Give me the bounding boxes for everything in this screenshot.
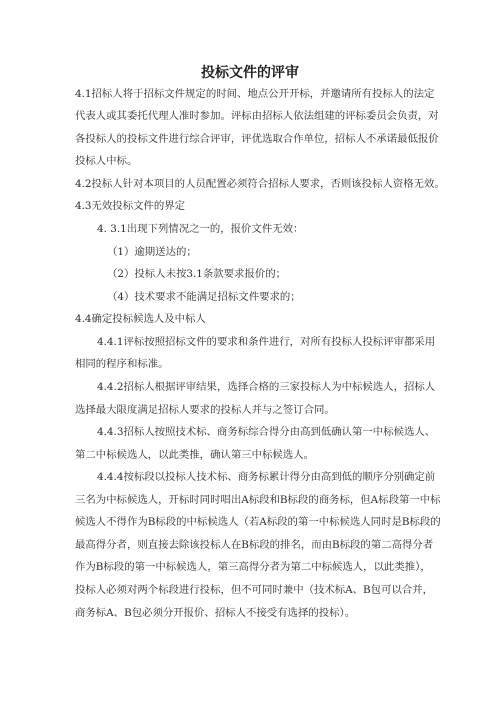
section-heading: 4.3无效投标文件的界定 bbox=[75, 200, 186, 212]
paragraph-line: 商务标A、B包必须分开报价、招标人不接受有选择的投标）。 bbox=[75, 607, 356, 619]
paragraph-line: 4. 3.1出现下列情况之一的，报价文件无效： bbox=[97, 223, 304, 235]
paragraph-line: 4.1招标人将于招标文件规定的时间、地点公开开标，并邀请所有投标人的法定 bbox=[75, 88, 435, 100]
paragraph-line: 4.4.4按标段以投标人技术标、商务标累计得分由高到低的顺序分别确定前 bbox=[97, 471, 436, 483]
paragraph-line: 候选人不得作为B标段的中标候选人（若A标段的第一中标候选人同时是B标段的 bbox=[75, 516, 441, 528]
list-item: （1）逾期送达的； bbox=[107, 246, 197, 258]
paragraph-line: 4.2投标人针对本项目的人员配置必须符合招标人要求，否则该投标人资格无效。 bbox=[75, 178, 445, 190]
paragraph-line: 各投标人的投标文件进行综合评审，评优选取合作单位，招标人不承诺最低报价 bbox=[75, 133, 439, 145]
paragraph-line: 4.4.2招标人根据评审结果，选择合格的三家投标人为中标候选人，招标人 bbox=[97, 381, 436, 393]
paragraph-line: 作为B标段的第一中标候选人，第三高得分者为第二中标候选人，以此类推）， bbox=[75, 561, 431, 573]
document-title: 投标文件的评审 bbox=[201, 65, 299, 81]
list-item: （2）投标人未按3.1条款要求报价的； bbox=[107, 268, 286, 280]
paragraph-line: 第二中标候选人，以此类推，确认第三中标候选人。 bbox=[75, 449, 314, 461]
paragraph-line: 选择最大限度满足招标人要求的投标人并与之签订合同。 bbox=[75, 404, 335, 416]
paragraph-line: 最高得分者，则直接去除该投标人在B标段的排名，而由B标段的第二高得分者 bbox=[75, 539, 434, 551]
list-item: （4）技术要求不能满足招标文件要求的； bbox=[107, 291, 301, 303]
paragraph-line: 4.4.1评标按照招标文件的要求和条件进行，对所有投标人投标评审都采用 bbox=[97, 336, 436, 348]
section-heading: 4.4确定投标候选人及中标人 bbox=[75, 313, 206, 325]
paragraph-line: 三名为中标候选人，开标时同时唱出A标段和B标段的商务标，但A标段第一中标 bbox=[75, 494, 441, 506]
paragraph-line: 代表人或其委托代理人准时参加。评标由招标人依法组建的评标委员会负责，对 bbox=[75, 110, 439, 122]
paragraph-line: 4.4.3招标人按照技术标、商务标综合得分由高到低确认第一中标候选人、 bbox=[97, 426, 436, 438]
paragraph-line: 投标人必须对两个标段进行投标，但不可同时兼中（技术标A、B包可以合并， bbox=[75, 584, 434, 596]
paragraph-line: 投标人中标。 bbox=[75, 155, 138, 167]
paragraph-line: 相同的程序和标准。 bbox=[75, 358, 169, 370]
